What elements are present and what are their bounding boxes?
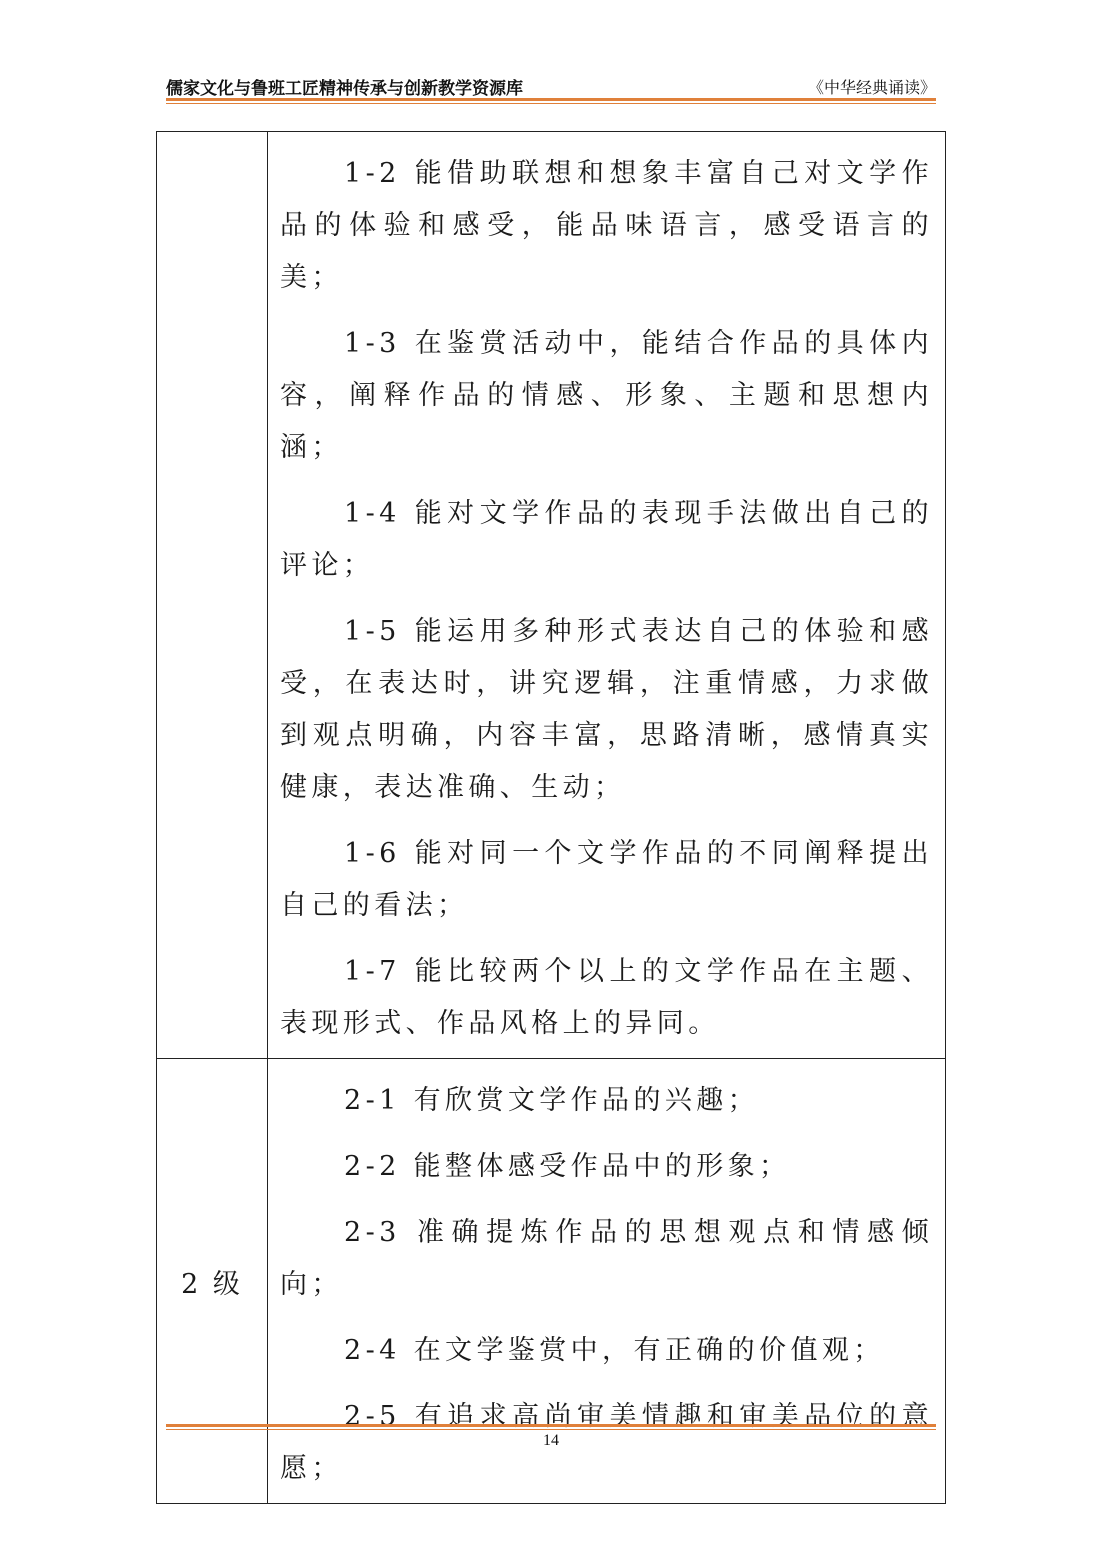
level-cell: 2 级 <box>157 1059 268 1504</box>
level-cell <box>157 132 268 1059</box>
list-item: 1-5 能运用多种形式表达自己的体验和感受，在表达时，讲究逻辑，注重情感，力求做到观点明确，内容丰富，思路清晰，感情真实健康，表达准确、生动； <box>280 616 933 803</box>
header-left-title: 儒家文化与鲁班工匠精神传承与创新教学资源库 <box>166 79 523 99</box>
list-item: 2-2 能整体感受作品中的形象； <box>344 1151 791 1182</box>
header-right-title: 《中华经典诵读》 <box>807 78 936 97</box>
list-item: 1-7 能比较两个以上的文学作品在主题、表现形式、作品风格上的异同。 <box>280 956 933 1039</box>
page-header <box>166 72 936 100</box>
header-rule-thin <box>166 103 936 104</box>
list-item: 2-1 有欣赏文学作品的兴趣； <box>344 1085 760 1116</box>
standards-table <box>156 131 946 1504</box>
list-item: 1-6 能对同一个文学作品的不同阐释提出自己的看法； <box>280 838 933 921</box>
list-item: 2-4 在文学鉴赏中，有正确的价值观； <box>344 1335 885 1366</box>
list-item: 1-2 能借助联想和想象丰富自己对文学作品的体验和感受，能品味语言，感受语言的美； <box>280 158 933 293</box>
table-row <box>157 132 946 1059</box>
list-item: 1-3 在鉴赏活动中，能结合作品的具体内容，阐释作品的情感、形象、主题和思想内涵； <box>280 328 933 463</box>
header-rule-thick <box>166 98 936 101</box>
list-item: 1-4 能对文学作品的表现手法做出自己的评论； <box>280 498 933 581</box>
footer-rule-thick <box>166 1424 936 1427</box>
page-number: 14 <box>543 1432 559 1449</box>
list-item: 2-3 准确提炼作品的思想观点和情感倾向； <box>280 1217 933 1300</box>
items-cell <box>268 132 946 1059</box>
footer-rule-thin <box>166 1429 936 1430</box>
list-item: 2-5 有追求高尚审美情趣和审美品位的意愿； <box>280 1401 933 1484</box>
